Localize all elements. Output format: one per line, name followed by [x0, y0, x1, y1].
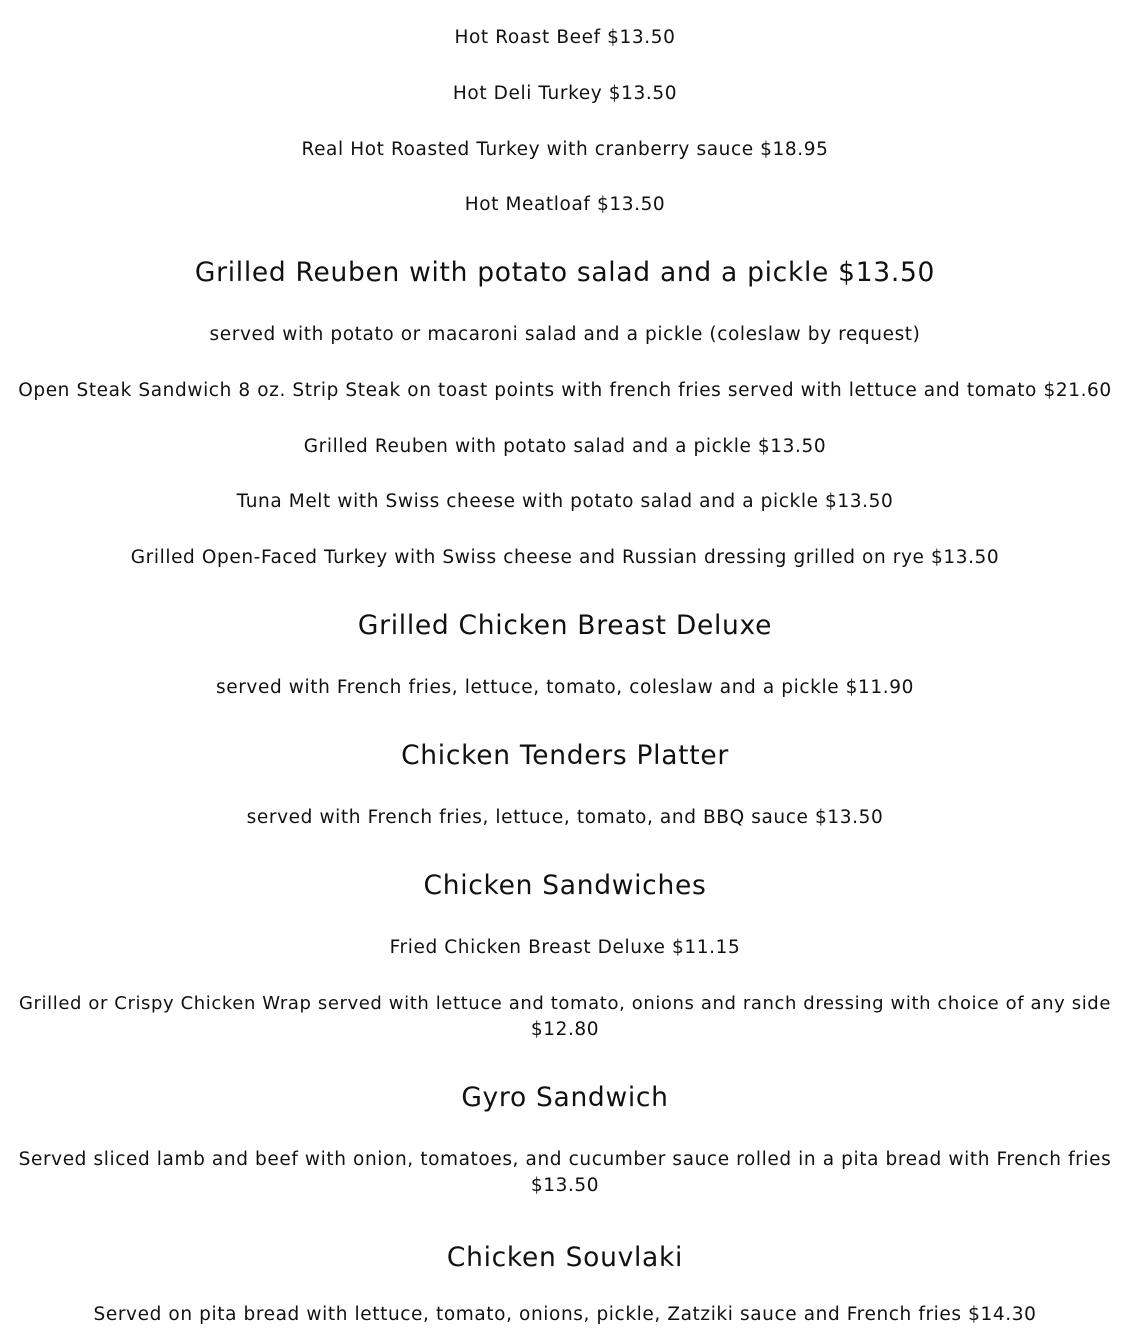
section-heading-chicken-souvlaki: Chicken Souvlaki [446, 1242, 684, 1273]
menu-item-chicken-wrap-price: $12.80 [530, 1019, 600, 1040]
menu-item-real-hot-roasted-turkey: Real Hot Roasted Turkey with cranberry sauce $18.95 [301, 139, 829, 160]
menu-item-tuna-melt: Tuna Melt with Swiss cheese with potato salad and a pickle $13.50 [236, 491, 894, 512]
section-heading-chicken-tenders: Chicken Tenders Platter [401, 740, 729, 771]
menu-item-souvlaki-desc: Served on pita bread with lettuce, tomato, onions, pickle, Zatziki sauce and French fries $14.30 [93, 1304, 1037, 1325]
menu-item-grilled-chicken-desc: served with French fries, lettuce, tomato, coleslaw and a pickle $11.90 [215, 677, 914, 698]
menu-item-chicken-tenders-desc: served with French fries, lettuce, tomato, and BBQ sauce $13.50 [246, 807, 884, 828]
menu-item-grilled-reuben: Grilled Reuben with potato salad and a pickle $13.50 [303, 436, 827, 457]
menu-item-grilled-open-faced-turkey: Grilled Open-Faced Turkey with Swiss cheese and Russian dressing grilled on rye $13.50 [130, 547, 1000, 568]
section-heading-gyro: Gyro Sandwich [461, 1082, 669, 1113]
menu-item-gyro-desc: Served sliced lamb and beef with onion, tomatoes, and cucumber sauce rolled in a pita bread with French fries [18, 1149, 1112, 1170]
menu-item-fried-chicken-breast: Fried Chicken Breast Deluxe $11.15 [389, 937, 741, 958]
menu-item-open-steak-sandwich: Open Steak Sandwich 8 oz. Strip Steak on toast points with french fries served with lettuce and tomato $21.60 [18, 380, 1112, 401]
menu-item-gyro-price: $13.50 [530, 1175, 600, 1196]
section-heading-grilled-reuben: Grilled Reuben with potato salad and a pickle $13.50 [194, 257, 936, 288]
section-heading-grilled-chicken: Grilled Chicken Breast Deluxe [357, 610, 773, 641]
menu-item-hot-meatloaf: Hot Meatloaf $13.50 [464, 194, 666, 215]
section-note-served-with: served with potato or macaroni salad and a pickle (coleslaw by request) [209, 324, 921, 345]
section-heading-chicken-sandwiches: Chicken Sandwiches [423, 870, 707, 901]
menu-item-chicken-wrap: Grilled or Crispy Chicken Wrap served with lettuce and tomato, onions and ranch dressing with choice of any side [18, 993, 1112, 1014]
menu-item-hot-roast-beef: Hot Roast Beef $13.50 [454, 27, 676, 48]
menu-item-hot-deli-turkey: Hot Deli Turkey $13.50 [452, 83, 678, 104]
